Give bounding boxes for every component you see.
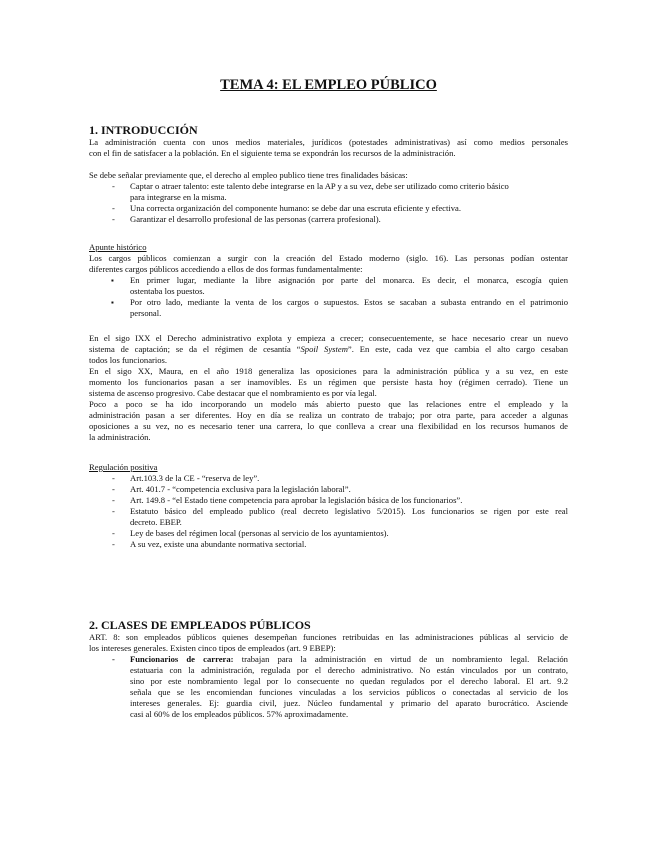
text-run: ”. En este, cada vez que cambia el alto cargo cesaban bbox=[347, 344, 568, 354]
dash-marker: - bbox=[112, 539, 115, 549]
subheading: Apunte histórico bbox=[89, 242, 147, 252]
list-item bbox=[89, 203, 568, 214]
list-item bbox=[89, 297, 568, 319]
text-line: Por otro lado, mediante la venta de los cargos o supuestos. Estos se sacaban a subasta entrando en el patrimonio bbox=[130, 297, 568, 307]
apunte-historico-block bbox=[89, 242, 568, 319]
art8-paragraph bbox=[89, 632, 568, 720]
list-item bbox=[89, 495, 568, 506]
text-line: casi al 60% de los empleados públicos. 57% aproximadamente. bbox=[130, 709, 349, 719]
text-line: la administración. bbox=[89, 432, 151, 442]
text-line: señala que se les encomiendan funciones vinculadas a los servicios públicos o conectadas al servicio de los bbox=[130, 687, 568, 697]
text-line: En el sigo IXX el Derecho administrativo explota y empieza a crecer; consecuentemente, se hace necesario crear un nuevo bbox=[89, 333, 568, 343]
text-line: diferentes cargos públicos accediendo a ellos de dos formas fundamentalmente: bbox=[89, 264, 363, 274]
text-line: momento los funcionarios pasan a ser inamovibles. Es un régimen que persiste hasta hoy (régimen cerrado). Tiene un bbox=[89, 377, 568, 387]
regulacion-block bbox=[89, 462, 568, 550]
text-line: Poco a poco se ha ido incorporando un modelo más abierto puesto que las relaciones entre el empleado y la bbox=[89, 399, 568, 409]
section-1-heading: 1. INTRODUCCIÓN bbox=[89, 123, 198, 137]
text-run: sistema de captación; se da el régimen de cesantía “ bbox=[89, 344, 301, 354]
dash-marker: - bbox=[112, 473, 115, 483]
subheading: Regulación positiva bbox=[89, 462, 158, 472]
text-run: trabajan para la administración en virtud de un nombramiento legal. Relación bbox=[233, 654, 568, 664]
dash-marker: - bbox=[112, 181, 115, 191]
text-line: para integrarse en la misma. bbox=[130, 192, 227, 202]
bullet-marker: ▪ bbox=[111, 298, 114, 307]
text-line: Art. 149.8 - “el Estado tiene competencia para aprobar la legislación básica de los funcionarios”. bbox=[130, 495, 463, 505]
text-line: estatuaria con la administración, regulada por el derecho administrativo. No están vinculados por un contrato, bbox=[130, 665, 568, 675]
text-line: ostentaba los puestos. bbox=[130, 286, 205, 296]
text-line: personal. bbox=[130, 308, 162, 318]
dash-marker: - bbox=[112, 203, 115, 213]
dash-marker: - bbox=[112, 654, 115, 664]
bullet-marker: ▪ bbox=[111, 276, 114, 285]
intro-paragraph bbox=[89, 137, 568, 159]
list-item bbox=[89, 506, 568, 528]
text-line: sino por este nombramiento legal por lo consecuente no quedan regulados por el derecho laboral. El art. 9.2 bbox=[130, 676, 568, 686]
list-item bbox=[89, 654, 568, 720]
emphasis-text: Spoil System bbox=[300, 344, 348, 354]
text-line: los intereses generales. Existen cinco tipos de empleados (art. 9 EBEP): bbox=[89, 643, 336, 653]
text-line bbox=[89, 344, 568, 355]
section-2-heading: 2. CLASES DE EMPLEADOS PÚBLICOS bbox=[89, 618, 311, 632]
text-line: Captar o atraer talento: este talento debe integrarse en la AP y a su vez, debe ser utilizado como criterio básico bbox=[130, 181, 509, 191]
text-line: decreto. EBEP. bbox=[130, 517, 182, 527]
term-label: Funcionarios de carrera: bbox=[130, 654, 234, 664]
text-line: Estatuto básico del empleado publico (real decreto legislativo 5/2015). Los funcionarios se rigen por este real bbox=[130, 506, 568, 516]
text-line: intereses generales. Ej: guardia civil, juez. Núcleo fundamental y primario del aparato burocrático. Asciende bbox=[130, 698, 568, 708]
list-item bbox=[89, 275, 568, 297]
text-line: Garantizar el desarrollo profesional de las personas (carrera profesional). bbox=[130, 214, 381, 224]
finalidades-block bbox=[89, 170, 568, 225]
siglo-xix-paragraph bbox=[89, 333, 568, 443]
list-item bbox=[89, 528, 568, 539]
text-line: todos los funcionarios. bbox=[89, 355, 168, 365]
dash-marker: - bbox=[112, 506, 115, 516]
text-line: Ley de bases del régimen local (personas al servicio de los ayuntamientos). bbox=[130, 528, 389, 538]
dash-marker: - bbox=[112, 214, 115, 224]
text-line: administración pasan a ser diferentes. Hoy en día se realiza un contrato de trabajo; por otra parte, para acceder a algunas bbox=[89, 410, 568, 420]
dash-marker: - bbox=[112, 495, 115, 505]
text-line: sistema de ascenso progresivo. Cabe destacar que el nombramiento es por vía legal. bbox=[89, 388, 377, 398]
dash-marker: - bbox=[112, 528, 115, 538]
text-line: A su vez, existe una abundante normativa sectorial. bbox=[130, 539, 307, 549]
text-line: ART. 8: son empleados públicos quienes desempeñan funciones retribuidas en las administraciones públicas al servicio de bbox=[89, 632, 568, 642]
text-line: Se debe señalar previamente que, el derecho al empleo publico tiene tres finalidades básicas: bbox=[89, 170, 408, 180]
list-item bbox=[89, 539, 568, 550]
list-item bbox=[89, 214, 568, 225]
text-line: Art.103.3 de la CE - “reserva de ley”. bbox=[130, 473, 260, 483]
list-item bbox=[89, 473, 568, 484]
text-line: Una correcta organización del componente humano: se debe dar una escruta eficiente y efectiva. bbox=[130, 203, 462, 213]
text-line: con el fin de satisfacer a la población. En el siguiente tema se expondrán los recursos de la administración. bbox=[89, 148, 456, 158]
text-line: En el sigo XX, Maura, en el año 1918 generaliza las oposiciones para la administración pública y a su vez, en este bbox=[89, 366, 568, 376]
dash-marker: - bbox=[112, 484, 115, 494]
text-line: Art. 401.7 - “competencia exclusiva para la legislación laboral”. bbox=[130, 484, 351, 494]
list-item bbox=[89, 181, 568, 203]
page-title: TEMA 4: EL EMPLEO PÚBLICO bbox=[220, 77, 437, 93]
text-line: Los cargos públicos comienzan a surgir con la creación del Estado moderno (siglo. 16). Las personas podían ostentar bbox=[89, 253, 568, 263]
text-line bbox=[130, 654, 568, 665]
list-item bbox=[89, 484, 568, 495]
text-line: oposiciones a su vez, no es necesario tener una carrera, lo que conlleva a crear una flexibilidad en los recursos humanos de bbox=[89, 421, 568, 431]
text-line: En primer lugar, mediante la libre asignación por parte del monarca. Es decir, el monarca, escogía quien bbox=[130, 275, 568, 285]
text-line: La administración cuenta con unos medios materiales, jurídicos (potestades administrativas) así como medios personales bbox=[89, 137, 568, 147]
